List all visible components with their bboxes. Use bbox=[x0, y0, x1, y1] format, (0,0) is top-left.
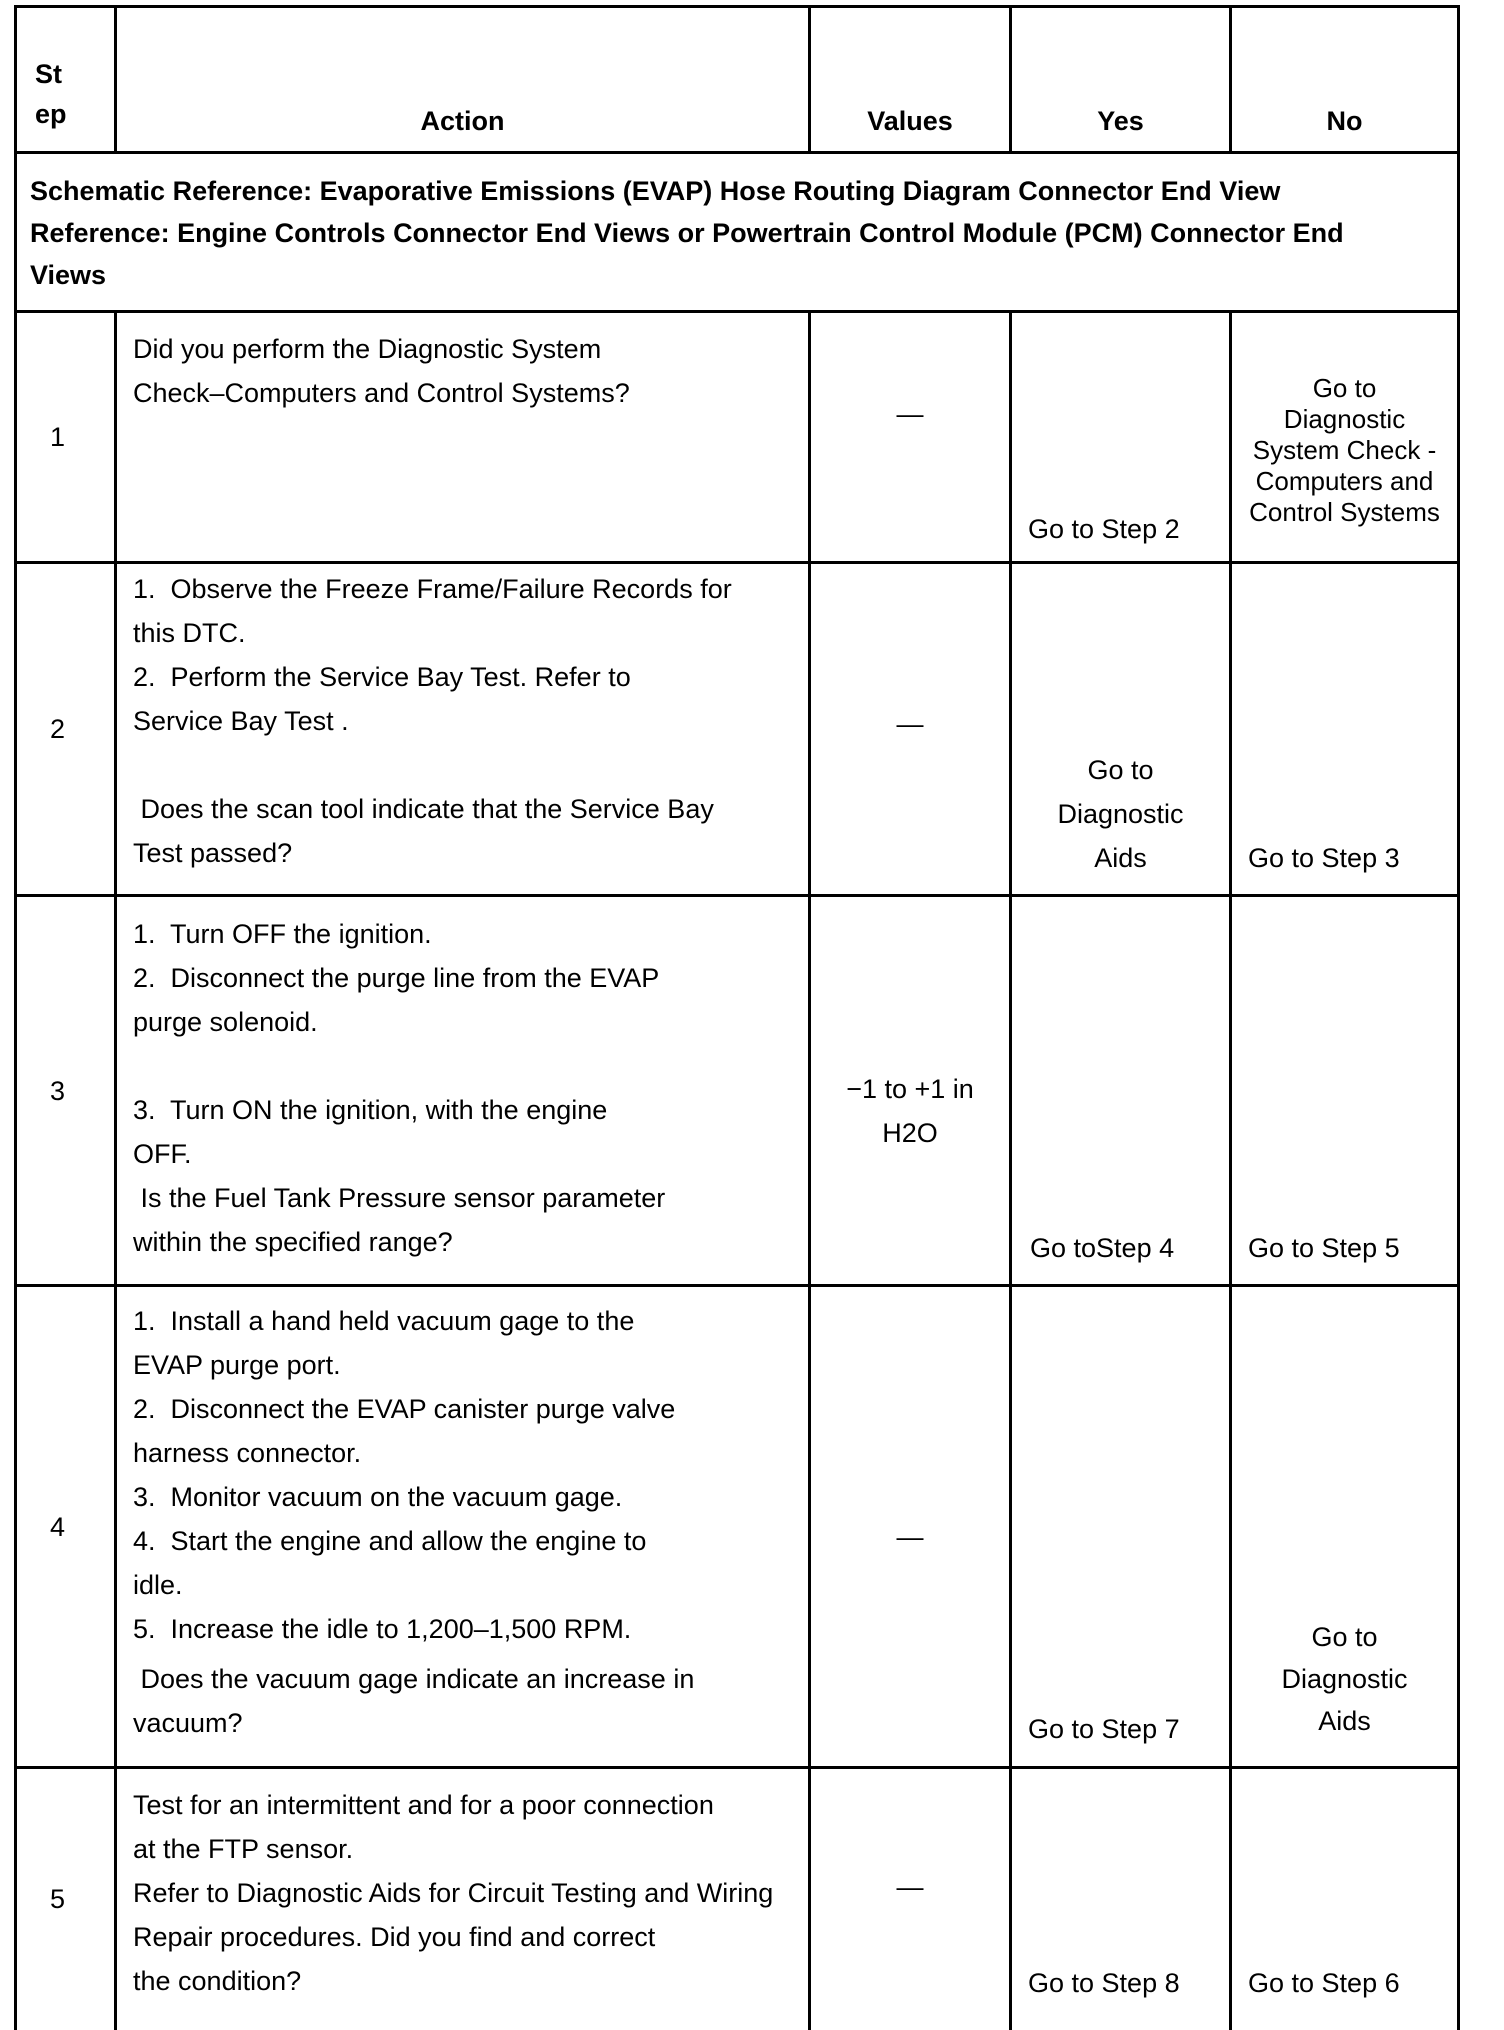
no-line: Go to bbox=[1311, 1622, 1378, 1652]
step-action bbox=[117, 912, 808, 1264]
no-line: Control Systems bbox=[1249, 497, 1440, 527]
col-border bbox=[1009, 310, 1012, 2030]
col-border bbox=[1229, 310, 1232, 2030]
action-line: 2. Perform the Service Bay Test. Refer to bbox=[133, 662, 631, 692]
yes-action: Go to Step 8 bbox=[1028, 1968, 1180, 1998]
step-number: 1 bbox=[50, 422, 66, 452]
col-border bbox=[808, 310, 811, 2030]
no-action: Go to Step 6 bbox=[1248, 1968, 1400, 1998]
header-step-line2: ep bbox=[35, 99, 67, 129]
step-value: — bbox=[896, 399, 924, 429]
action-line: Check–Computers and Control Systems? bbox=[133, 378, 630, 408]
yes-line: Diagnostic bbox=[1057, 799, 1184, 829]
yes-action: Go toStep 4 bbox=[1030, 1233, 1175, 1263]
action-line: Is the Fuel Tank Pressure sensor parameter bbox=[133, 1183, 666, 1213]
step-value: — bbox=[896, 1872, 924, 1902]
yes-line: Aids bbox=[1094, 843, 1147, 873]
no-action bbox=[1232, 373, 1457, 528]
step-action bbox=[117, 327, 808, 415]
no-line: Aids bbox=[1318, 1706, 1371, 1736]
header-values: Values bbox=[867, 106, 953, 136]
no-action: Go to Step 3 bbox=[1248, 843, 1400, 873]
row-divider bbox=[14, 1284, 1460, 1287]
reference-divider bbox=[14, 310, 1460, 313]
no-action bbox=[1232, 1616, 1457, 1742]
header-action: Action bbox=[420, 106, 505, 136]
diagnostic-table bbox=[14, 5, 1460, 2030]
step-number: 4 bbox=[50, 1511, 66, 1542]
header-divider bbox=[14, 151, 1460, 154]
col-border bbox=[14, 151, 17, 313]
yes-action: Go to Step 2 bbox=[1028, 514, 1180, 544]
action-line: 3. Monitor vacuum on the vacuum gage. bbox=[133, 1482, 623, 1512]
action-line: vacuum? bbox=[133, 1708, 243, 1738]
reference-line: Views bbox=[30, 260, 107, 290]
action-line: 1. Observe the Freeze Frame/Failure Records for bbox=[133, 574, 732, 604]
step-value: — bbox=[896, 1522, 924, 1552]
reference-line: Reference: Engine Controls Connector End Views or Powertrain Control Module (PCM) Connector End bbox=[30, 218, 1344, 248]
action-line: purge solenoid. bbox=[133, 1007, 318, 1037]
action-line: 1. Install a hand held vacuum gage to the bbox=[133, 1306, 635, 1336]
action-line: Does the scan tool indicate that the Service Bay bbox=[133, 794, 714, 824]
action-line: OFF. bbox=[133, 1139, 192, 1169]
action-line: within the specified range? bbox=[133, 1227, 453, 1257]
yes-action: Go to Step 7 bbox=[1028, 1714, 1180, 1744]
step-action bbox=[117, 1783, 808, 2003]
step-action bbox=[117, 1299, 808, 1745]
no-line: Computers and bbox=[1255, 466, 1434, 496]
no-action: Go to Step 5 bbox=[1248, 1233, 1400, 1263]
no-line: Diagnostic bbox=[1283, 404, 1406, 434]
action-line: Service Bay Test . bbox=[133, 706, 349, 736]
col-border bbox=[1457, 310, 1460, 2030]
action-line: this DTC. bbox=[133, 618, 246, 648]
header-yes: Yes bbox=[1097, 106, 1144, 136]
row-divider bbox=[14, 561, 1460, 564]
step-value bbox=[811, 1067, 1009, 1155]
value-line: H2O bbox=[882, 1118, 938, 1148]
action-line: at the FTP sensor. bbox=[133, 1834, 354, 1864]
action-line: 3. Turn ON the ignition, with the engine bbox=[133, 1095, 608, 1125]
header-no: No bbox=[1326, 106, 1363, 136]
reference-line: Schematic Reference: Evaporative Emissions (EVAP) Hose Routing Diagram Connector End View bbox=[30, 176, 1281, 206]
action-line: Does the vacuum gage indicate an increase in bbox=[133, 1664, 695, 1694]
action-spacer bbox=[133, 1044, 794, 1088]
step-number: 5 bbox=[50, 1884, 66, 1914]
action-line: 2. Disconnect the purge line from the EVAP bbox=[133, 963, 660, 993]
table-border-top bbox=[14, 5, 1460, 8]
schematic-reference bbox=[30, 170, 1450, 296]
action-line: 5. Increase the idle to 1,200–1,500 RPM. bbox=[133, 1614, 632, 1644]
action-line: 2. Disconnect the EVAP canister purge valve bbox=[133, 1394, 676, 1424]
row-divider bbox=[14, 894, 1460, 897]
header-step-line1: St bbox=[35, 59, 62, 89]
no-line: Diagnostic bbox=[1281, 1664, 1408, 1694]
header-step bbox=[17, 54, 114, 150]
step-number: 3 bbox=[50, 1075, 66, 1106]
no-line: Go to bbox=[1312, 373, 1377, 403]
yes-line: Go to bbox=[1087, 755, 1154, 785]
action-spacer bbox=[133, 743, 794, 787]
action-line: harness connector. bbox=[133, 1438, 362, 1468]
action-line: 1. Turn OFF the ignition. bbox=[133, 919, 432, 949]
no-line: System Check - bbox=[1252, 435, 1437, 465]
action-line: Repair procedures. Did you find and correct bbox=[133, 1922, 656, 1952]
col-border bbox=[1457, 151, 1460, 313]
value-line: −1 to +1 in bbox=[846, 1074, 974, 1104]
step-value: — bbox=[896, 709, 924, 739]
yes-action bbox=[1012, 748, 1229, 880]
action-line: Test passed? bbox=[133, 838, 293, 868]
row-divider bbox=[14, 1766, 1460, 1769]
action-line: Test for an intermittent and for a poor connection bbox=[133, 1790, 714, 1820]
step-number: 2 bbox=[50, 714, 66, 744]
action-line: 4. Start the engine and allow the engine to bbox=[133, 1526, 647, 1556]
step-action bbox=[117, 567, 808, 875]
action-line: Did you perform the Diagnostic System bbox=[133, 334, 602, 364]
action-line: Refer to Diagnostic Aids for Circuit Testing and Wiring bbox=[133, 1878, 774, 1908]
action-line: the condition? bbox=[133, 1966, 302, 1996]
action-line: idle. bbox=[133, 1570, 183, 1600]
action-line: EVAP purge port. bbox=[133, 1350, 341, 1380]
col-border bbox=[1457, 5, 1460, 154]
